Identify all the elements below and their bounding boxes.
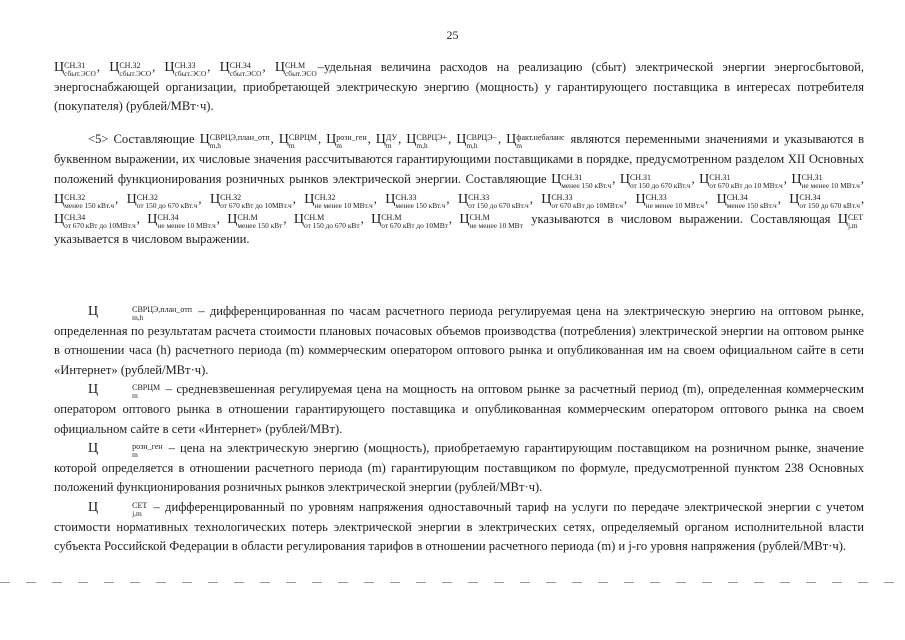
symbol-indices: [799, 194, 860, 210]
note-end2: указывается в числовом выражении.: [54, 231, 250, 246]
symbol-subscript: m: [132, 391, 138, 401]
set-symbol: [837, 211, 864, 230]
symbol-indices: [646, 194, 704, 210]
price-symbol: [88, 304, 193, 322]
symbol-subscript: m: [336, 141, 342, 150]
price-letter: Ц: [278, 132, 289, 147]
price-letter: Ц: [274, 60, 285, 75]
price-letter: Ц: [385, 191, 396, 207]
symbol-superscript: СЕТ: [132, 500, 148, 510]
symbol-superscript: СН.З1: [629, 172, 652, 182]
price-letter: Ц: [457, 191, 469, 207]
symbol-subscript: m: [385, 141, 392, 150]
symbol-indices: [516, 134, 564, 150]
symbol-superscript: СН.З2: [220, 192, 242, 202]
symbol-subscript: от 150 до 670 кВт: [304, 220, 360, 230]
symbol-indices: [466, 134, 497, 150]
variable-symbols: Ц СВРЦЭ,план_отп m,h , Ц СВРЦМ m , Ц розн_ген m , Ц ДУ m , Ц СВРЦЭ+ m,h , Ц СВРЦЭ− m,h , Ц факт.небаланс m: [199, 132, 565, 150]
note-tail: являются переменными значениями и указываются в буквенном выражении, их числовые значения рассчитываются гарантирующими поставщиками в порядке, предусмотренном разделом XII Основных положений функционирования розничных рынков электрической энергии. Составляющие: [54, 132, 865, 186]
symbol-indices: [289, 134, 317, 150]
price-symbol: [88, 499, 148, 518]
price-letter: Ц: [88, 304, 99, 319]
price-letter: Ц: [88, 382, 99, 398]
symbol-superscript: СН.З4: [229, 61, 251, 70]
symbol-indices: [175, 62, 207, 78]
price-symbol: [54, 60, 97, 78]
symbol-subscript: m: [132, 450, 138, 460]
price-letter: Ц: [293, 211, 304, 227]
symbol-subscript: от 150 до 670 кВт.ч: [799, 200, 860, 210]
price-symbol: [109, 60, 152, 78]
price-symbol: [385, 191, 446, 210]
symbol-superscript: СН.З4: [726, 192, 748, 202]
price-letter: Ц: [506, 132, 517, 147]
symbol-indices: [230, 62, 262, 78]
numeric-symbols: Ц СН.З1 менее 150 кВт.ч , Ц СН.З1 от 150 до 670 кВт.ч , Ц СН.З1 от 670 кВт до 10 МВт.ч , Ц СН.З1 не менее 10 МВт.ч , Ц СН.З2 менее 150 кВт.ч , Ц СН.З2 от 150 до 670 кВт.ч , Ц СН.З2 от 670 кВт до 10МВт.ч , Ц СН.З2 не менее 10 МВт.ч , Ц СН.З3 менее 150 кВт.ч , Ц СН.З3 от 150 до 670 кВт.ч , Ц СН.З3 от 670 кВт до 10МВт.ч , Ц СН.З3 не менее 10 МВт.ч , Ц СН.З4 менее 150 кВт.ч , Ц СН.З4 от 150 до 670 кВт.ч , Ц СН.З4 от 670 кВт до 10МВт.ч , Ц СН.З4 не менее 10 МВт.ч , Ц СН.М менее 150 кВт , Ц СН.М от 150 до 670 кВт , Ц СН.М от 670 кВт до 10МВт , Ц СН.М не менее 10 МВт: [54, 171, 865, 230]
page-number: 25: [446, 28, 459, 42]
symbol-superscript: СН.З1: [64, 61, 86, 70]
price-symbol: [227, 211, 283, 230]
symbol-superscript: СН.М: [237, 212, 258, 222]
symbol-subscript: j,m: [132, 508, 142, 518]
price-symbol: [147, 211, 217, 230]
symbol-indices: [336, 134, 366, 150]
symbol-subscript: не менее 10 МВт.ч: [157, 220, 216, 230]
definition-set: [54, 498, 864, 557]
symbol-superscript: СН.З4: [64, 212, 86, 222]
price-symbol: [456, 132, 498, 150]
symbol-subscript: от 670 кВт до 10МВт.ч: [64, 220, 136, 230]
definition-symbol: [88, 441, 164, 460]
price-letter: Ц: [126, 191, 137, 207]
price-symbol: [126, 191, 199, 210]
symbol-superscript: СН.З4: [157, 212, 179, 222]
symbol-subscript: m,h: [416, 141, 428, 150]
definition-text: – цена на электрическую энергию (мощность), приобретаемую гарантирующим поставщиком на розничном рынке, значение которой определяется в отношении расчетного периода (m) гарантирующим поставщиком по формуле, предусмотренной пунктом 238 Основных положений функционирования розничных рынков электрической энергии (рублей/МВт·ч).: [54, 441, 864, 495]
definition-rozn-gen: [54, 439, 864, 498]
symbol-subscript: менее 150 кВт.ч: [64, 200, 115, 210]
symbol-superscript: СН.М: [381, 212, 402, 222]
symbol-superscript: СВРЦЭ−: [466, 133, 498, 142]
symbol-subscript: не менее 10 МВт.ч: [801, 180, 860, 190]
symbol-subscript: m: [288, 141, 295, 150]
symbol-indices: [98, 502, 147, 518]
symbol-superscript: СН.З2: [119, 61, 141, 70]
price-letter: Ц: [164, 60, 175, 75]
symbol-subscript: менее 150 кВт: [237, 220, 283, 230]
symbol-indices: [395, 194, 445, 210]
price-symbol: [716, 191, 778, 210]
price-letter: Ц: [635, 191, 646, 207]
definitions: [54, 302, 864, 557]
symbol-superscript: СН.З1: [561, 172, 583, 182]
symbol-subscript: m,h: [466, 141, 478, 150]
symbol-indices: [709, 174, 783, 190]
symbol-subscript: сбыт.ЭСО: [64, 69, 96, 78]
definition-svrce: [54, 302, 864, 380]
symbol-indices: [551, 194, 623, 210]
symbol-subscript: от 150 до 670 кВт.ч: [136, 200, 198, 210]
symbol-superscript: СВРЦМ: [132, 383, 161, 393]
price-symbol: [619, 171, 692, 190]
definition-text: – средневзвешенная регулируемая цена на мощность на оптовом рынке за расчетный период (m), определенная коммерческим оператором оптового рынка в отношении гарантирующего поставщика и опубликованная коммерческим оператором оптового рынка на своем официальном сайте в сети «Интернет» (рублей/МВт).: [54, 382, 864, 436]
definition-svrcm: [54, 380, 864, 439]
symbol-indices: [237, 214, 282, 230]
price-letter: Ц: [456, 132, 467, 147]
symbol-superscript: СН.З1: [801, 172, 823, 182]
symbol-indices: [561, 174, 611, 190]
symbol-indices: [381, 214, 448, 230]
price-symbol: [457, 191, 530, 210]
price-letter: Ц: [54, 60, 65, 75]
price-symbol: [375, 132, 398, 150]
note-lead: <5> Составляющие: [88, 132, 195, 146]
price-symbol: [293, 211, 361, 230]
symbol-indices: [386, 134, 397, 150]
bottom-dashed-rule: [0, 582, 905, 583]
symbol-superscript: СН.З4: [799, 192, 821, 202]
symbol-indices: [469, 214, 522, 230]
symbol-subscript: от 150 до 670 кВт.ч: [468, 200, 529, 210]
price-symbol: [164, 60, 207, 78]
symbol-indices: [630, 174, 691, 190]
price-letter: Ц: [791, 171, 802, 187]
definition-text: – дифференцированная по часам расчетного периода регулируемая цена на электрическую энергию на оптовом рынке, определенная по результатам расчета стоимости плановых почасовых объемов производства (потребления) электрической энергии на оптовом рынке в отношении часа (h) расчетного периода (m) коммерческим оператором оптового рынка и опубликованная им на своем официальном сайте в сети «Интернет» (рублей/МВт·ч).: [54, 304, 864, 377]
symbol-indices: [468, 194, 529, 210]
price-symbol: [635, 191, 706, 210]
symbol-subscript: не менее 10 МВт.ч: [645, 200, 705, 210]
symbol-subscript: сбыт.ЭСО: [174, 69, 207, 78]
price-letter: Ц: [219, 60, 230, 75]
symbol-indices: [98, 306, 192, 322]
symbol-superscript: СН.З3: [174, 61, 196, 70]
symbol-indices: [157, 214, 215, 230]
price-symbol: [88, 382, 161, 401]
symbol-indices: [64, 194, 114, 210]
symbol-indices: [119, 62, 151, 78]
price-letter: Ц: [459, 211, 470, 227]
symbol-subscript: менее 150 кВт.ч: [726, 200, 777, 210]
price-symbol: [699, 171, 784, 190]
symbol-indices: [416, 134, 447, 150]
symbol-superscript: СН.З2: [64, 192, 86, 202]
price-symbol: [837, 211, 864, 230]
symbol-indices: [727, 194, 777, 210]
symbol-subscript: не менее 10 МВт: [469, 220, 523, 230]
symbol-subscript: m,h: [209, 141, 221, 150]
symbol-indices: [848, 214, 863, 230]
symbol-subscript: от 150 до 670 кВт.ч: [629, 180, 691, 190]
price-letter: Ц: [199, 132, 210, 147]
note-end: указываются в числовом выражении. Составляющая: [531, 211, 831, 226]
price-letter: Ц: [541, 191, 552, 207]
symbol-subscript: от 670 кВт до 10 МВт.ч: [709, 180, 783, 190]
price-symbol: [541, 191, 624, 210]
price-symbol: [304, 191, 374, 210]
price-letter: Ц: [789, 191, 800, 207]
paragraph-note-5: [54, 130, 864, 249]
symbol-subscript: j,m: [847, 220, 858, 230]
symbol-indices: [210, 134, 270, 150]
price-letter: Ц: [406, 132, 417, 147]
symbol-indices: [137, 194, 198, 210]
price-letter: Ц: [227, 211, 238, 227]
symbol-superscript: СН.М: [304, 212, 325, 222]
symbol-subscript: от 670 кВт до 10МВт.ч: [551, 200, 623, 210]
price-letter: Ц: [371, 211, 382, 227]
price-symbol: [551, 171, 612, 190]
price-letter: Ц: [209, 191, 221, 207]
symbol-subscript: менее 150 кВт.ч: [561, 180, 612, 190]
symbol-subscript: менее 150 кВт.ч: [395, 200, 446, 210]
price-symbol: [326, 132, 368, 150]
price-symbol: [219, 60, 263, 78]
price-symbol: [278, 132, 318, 150]
price-symbol: [789, 191, 861, 210]
symbol-subscript: сбыт.ЭСО: [229, 69, 262, 78]
symbol-superscript: СН.З3: [395, 192, 417, 202]
price-symbol: [54, 211, 137, 230]
symbol-subscript: сбыт.ЭСО: [284, 69, 317, 78]
symbol-indices: [285, 62, 317, 78]
definition-symbol: [88, 304, 193, 322]
price-letter: Ц: [619, 171, 630, 187]
price-letter: Ц: [54, 191, 65, 207]
price-letter: Ц: [88, 499, 99, 515]
definition-text: – дифференцированный по уровням напряжения одноставочный тариф на услуги по передаче электрической энергии с учетом стоимости нормативных технологических потерь электрической энергии в электрических сетях, определяемый органом исполнительной власти субъекта Российской Федерации в области регулирования тарифов в отношении расчетного периода (m) и j-го уровня напряжения (рублей/МВт·ч).: [54, 499, 865, 554]
price-symbol: [209, 191, 293, 210]
paragraph-sbyt: [54, 58, 864, 117]
price-letter: Ц: [304, 191, 315, 207]
price-symbol: [371, 211, 449, 230]
price-symbol: [406, 132, 448, 150]
price-letter: Ц: [54, 211, 65, 227]
symbol-indices: [801, 174, 859, 190]
price-symbol: [791, 171, 861, 190]
symbol-indices: [220, 194, 292, 210]
price-letter: Ц: [699, 171, 710, 187]
price-symbol: [199, 132, 271, 150]
symbol-superscript: СВРЦЭ,план_отп: [132, 305, 193, 314]
symbol-indices: [98, 384, 160, 400]
price-letter: Ц: [551, 171, 562, 187]
symbol-subscript: от 670 кВт до 10МВт: [381, 220, 448, 230]
price-symbol: [459, 211, 524, 230]
symbol-superscript: СН.З3: [645, 192, 667, 202]
price-letter: Ц: [716, 191, 727, 207]
symbol-subscript: не менее 10 МВт.ч: [314, 200, 373, 210]
symbol-superscript: ДУ: [385, 133, 398, 142]
price-symbol: [506, 132, 565, 150]
symbol-indices: [314, 194, 372, 210]
symbol-superscript: СН.М: [469, 212, 490, 222]
symbol-superscript: СВРЦЭ+: [416, 133, 448, 142]
symbol-superscript: факт.небаланс: [516, 133, 565, 142]
symbol-superscript: розн_ген: [132, 442, 163, 452]
symbol-subscript: от 670 кВт до 10МВт.ч: [220, 200, 292, 210]
sbyt-symbols: Ц СН.З1 сбыт.ЭСО , Ц СН.З2 сбыт.ЭСО , Ц СН.З3 сбыт.ЭСО , Ц СН.З4 сбыт.ЭСО , Ц СН.М сбыт.ЭСО: [54, 60, 317, 78]
symbol-indices: [98, 443, 162, 459]
symbol-superscript: СН.З3: [551, 192, 573, 202]
price-letter: Ц: [88, 441, 99, 457]
symbol-indices: [304, 214, 360, 230]
price-letter: Ц: [109, 60, 120, 75]
symbol-subscript: сбыт.ЭСО: [119, 69, 152, 78]
price-letter: Ц: [375, 132, 386, 147]
definition-symbol: [88, 499, 148, 518]
symbol-subscript: m: [516, 141, 523, 150]
symbol-superscript: СН.М: [284, 61, 306, 70]
price-symbol: [54, 191, 115, 210]
price-letter: Ц: [837, 211, 848, 227]
symbol-superscript: СЕТ: [847, 212, 864, 222]
symbol-indices: [64, 214, 136, 230]
definition-symbol: [88, 382, 161, 401]
symbol-superscript: СВРЦМ: [288, 133, 317, 142]
symbol-superscript: СВРЦЭ,план_отп: [209, 133, 270, 142]
symbol-superscript: СН.З2: [136, 192, 158, 202]
symbol-indices: [64, 62, 96, 78]
price-symbol: [274, 60, 318, 78]
price-symbol: [88, 441, 164, 460]
symbol-subscript: m,h: [132, 313, 144, 322]
price-letter: Ц: [147, 211, 158, 227]
symbol-superscript: СН.З1: [709, 172, 731, 182]
symbol-superscript: СН.З3: [468, 192, 490, 202]
symbol-superscript: СН.З2: [314, 192, 336, 202]
price-letter: Ц: [326, 132, 337, 147]
paragraph-sbyt-text: –удельная величина расходов на реализацию (сбыт) электрической энергии энергосбытовой, энергоснабжающей организации, приобретающей электрическую энергию (мощность) у гарантирующего поставщика в интересах потребителя (покупателя) (рублей/МВт·ч).: [54, 60, 865, 114]
symbol-superscript: розн_ген: [336, 133, 367, 142]
